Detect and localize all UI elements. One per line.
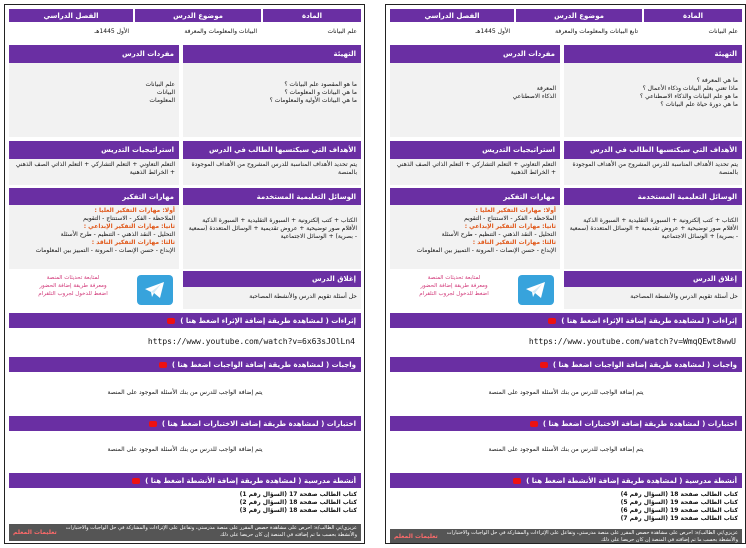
- youtube-icon: [540, 362, 548, 368]
- tools-text: الكتاب + كتب إلكترونية + السبورة التقليدية + السبورة الذكية الأقلام صور توضيحية + عروض تقديمية + الوسائل المتعددة (سمعية - بصرية) + الوسائل الاجتماعية: [564, 205, 742, 269]
- thinking-line: التحليل - النقد الذهني - التنظيم - طرح الأسئلة: [441, 231, 556, 238]
- tests-text: يتم إضافة الواجب للدرس من بنك الأسئلة الموجود على المنصة: [9, 432, 361, 470]
- telegram-box[interactable]: [9, 271, 179, 309]
- intro-line: ما هي البيانات الأولية والمعلومات ؟: [269, 97, 357, 104]
- homework-header[interactable]: [390, 357, 742, 372]
- telegram-note-line: اضغط للدخول لجروب التلقرام: [38, 291, 108, 297]
- activity-line: كتاب الطالب صفحة 19 (السؤال رقم 7): [620, 515, 738, 522]
- term-header: الفصل الدراسي: [390, 9, 514, 22]
- telegram-note: [13, 274, 133, 298]
- vocabulary-body: [390, 63, 560, 137]
- page-gap: [369, 0, 383, 548]
- thinking-body: [390, 205, 560, 269]
- telegram-box[interactable]: [390, 271, 560, 309]
- term-value: الأول 1445هـ: [390, 24, 514, 38]
- thinking-line: ثانيا: مهارات التفكير الإبداعي :: [464, 223, 556, 230]
- activity-line: كتاب الطالب صفحة 18 (السؤال رقم 3): [239, 507, 357, 514]
- thinking-line: الإبداع - حسن الإنصات - المرونة - التمييز بين المعلومات: [35, 247, 175, 254]
- activities-title[interactable]: أنشطة مدرسية ( لمشاهدة طريقة إضافة الأنشطة اضغط هنا ): [145, 476, 356, 485]
- enrichment-header[interactable]: [9, 313, 361, 328]
- intro-body: [564, 63, 742, 137]
- tests-title[interactable]: اختبارات ( لمشاهدة طريقة إضافة الاختبارات اضغط هنا ): [161, 419, 356, 428]
- intro-line: ماذا تعني بعلم البيانات وذكاء الأعمال ؟: [642, 85, 738, 92]
- activities-body: [390, 489, 742, 529]
- telegram-note: [394, 274, 514, 298]
- goals-header: الأهداف التي سيكتسبها الطالب في الدرس: [183, 141, 361, 159]
- thinking-header: مهارات التفكير: [9, 188, 179, 205]
- teacher-instructions-text: عزيزي/تي الطالب/ة: احرص على مشاهدة حصص المقرر على منصة مدرستي، وتفاعل على الإثراءات والمشاركة في حل الواجبات والاختبارات والأنشطة بحسب ما تم إضافته في المنصة إن كان حريصا على ذلك: [65, 525, 357, 538]
- tests-header[interactable]: [9, 416, 361, 431]
- subject-header: المادة: [644, 9, 742, 22]
- teacher-instructions-title: تعليمات المعلم: [13, 529, 57, 536]
- enrichment-url[interactable]: https://www.youtube.com/watch?v=6x63sJOlLn4: [147, 336, 355, 346]
- goals-text: يتم تحديد الأهداف المناسبة للدرس المشروح من الأهداف الموجودة بالمنصة: [564, 159, 742, 185]
- thinking-line: أولا: مهارات التفكير العليا :: [475, 207, 556, 214]
- strategies-text: التعلم التعاوني + التعلم التشاركي + التعلم الذاتي الصف الذهني + الخرائط الذهنية: [9, 159, 179, 185]
- youtube-icon: [159, 362, 167, 368]
- intro-line: ما هي المعرفة ؟: [696, 77, 738, 84]
- term-header: الفصل الدراسي: [9, 9, 133, 22]
- activity-line: كتاب الطالب صفحة 18 (السؤال رقم 4): [620, 491, 738, 498]
- thinking-line: الملاحظة - الفكر - الاستنتاج - التقويم: [83, 215, 175, 222]
- activity-line: كتاب الطالب صفحة 17 (السؤال رقم 1): [239, 491, 357, 498]
- telegram-note-line: لمتابعة تحديثات المنصة: [46, 275, 100, 281]
- tests-text: يتم إضافة الواجب للدرس من بنك الأسئلة الموجود على المنصة: [390, 432, 742, 470]
- tools-header: الوسائل التعليمية المستخدمة: [564, 188, 742, 205]
- closing-text: حل أسئلة تقويم الدرس والأنشطة المصاحبة: [564, 287, 742, 309]
- activity-line: كتاب الطالب صفحة 18 (السؤال رقم 2): [239, 499, 357, 506]
- enrichment-url[interactable]: https://www.youtube.com/watch?v=WmqQEwt8wwU: [528, 336, 736, 346]
- intro-line: ما هي دورة حياة علم البيانات ؟: [660, 101, 738, 108]
- intro-line: ما هو علم البيانات والذكاء الاصطناعي ؟: [640, 93, 738, 100]
- activity-line: كتاب الطالب صفحة 19 (السؤال رقم 6): [620, 507, 738, 514]
- telegram-icon[interactable]: [137, 275, 173, 305]
- vocabulary-line: علم البيانات: [145, 81, 175, 88]
- activities-header[interactable]: [9, 473, 361, 488]
- homework-text: يتم إضافة الواجب للدرس من بنك الأسئلة الموجود على المنصة: [9, 373, 361, 413]
- thinking-line: التحليل - النقد الذهني - التنظيم - طرح الأسئلة: [60, 231, 175, 238]
- activities-title[interactable]: أنشطة مدرسية ( لمشاهدة طريقة إضافة الأنشطة اضغط هنا ): [526, 476, 737, 485]
- activities-body: [9, 489, 361, 523]
- enrichment-header[interactable]: [390, 313, 742, 328]
- teacher-instructions-text: عزيزي/تي الطالب/ة: احرص على مشاهدة حصص المقرر على منصة مدرستي، وتفاعل على الإثراءات والمشاركة في حل الواجبات والاختبارات والأنشطة بحسب ما تم إضافته في المنصة إن كان حريصا على ذلك: [446, 530, 738, 543]
- telegram-note-line: ومعرفة طريقة إضافة الحضور: [420, 283, 488, 289]
- homework-text: يتم إضافة الواجب للدرس من بنك الأسئلة الموجود على المنصة: [390, 373, 742, 413]
- activities-header[interactable]: [390, 473, 742, 488]
- youtube-icon: [149, 421, 157, 427]
- teacher-instructions: [9, 524, 361, 541]
- telegram-note-line: ومعرفة طريقة إضافة الحضور: [39, 283, 107, 289]
- teacher-instructions: [390, 529, 742, 543]
- thinking-header: مهارات التفكير: [390, 188, 560, 205]
- vocabulary-header: مفردات الدرس: [9, 45, 179, 63]
- thinking-line: الإبداع - حسن الإنصات - المرونة - التمييز بين المعلومات: [416, 247, 556, 254]
- youtube-icon: [167, 318, 175, 324]
- thinking-line: أولا: مهارات التفكير العليا :: [94, 207, 175, 214]
- intro-body: [183, 63, 361, 137]
- teacher-instructions-title: تعليمات المعلم: [394, 533, 438, 540]
- intro-line: ما هو المقصود علم البيانات ؟: [284, 81, 357, 88]
- telegram-icon[interactable]: [518, 275, 554, 305]
- enrichment-title[interactable]: إثراءات ( لمشاهدة طريقة إضافة الإثراء اضغط هنا ): [180, 316, 356, 325]
- youtube-icon: [513, 478, 521, 484]
- topic-value: تابع البيانات والمعلومات والمعرفة: [516, 24, 642, 38]
- vocabulary-line: المعلومات: [149, 97, 175, 104]
- subject-value: علم البيانات: [263, 24, 361, 38]
- vocabulary-line: البيانات: [156, 89, 175, 96]
- vocabulary-line: الذكاء الاصطناعي: [512, 93, 556, 100]
- tests-header[interactable]: [390, 416, 742, 431]
- thinking-line: ثالثا: مهارات التفكير الناقد :: [472, 239, 556, 246]
- youtube-icon: [548, 318, 556, 324]
- lesson-page-left: [4, 4, 365, 544]
- topic-header: موضوع الدرس: [135, 9, 261, 22]
- thinking-line: ثانيا: مهارات التفكير الإبداعي :: [83, 223, 175, 230]
- thinking-body: [9, 205, 179, 269]
- homework-title[interactable]: واجبات ( لمشاهدة طريقة إضافة الواجبات اضغط هنا ): [552, 360, 737, 369]
- strategies-text: التعلم التعاوني + التعلم التشاركي + التعلم الذاتي الصف الذهني + الخرائط الذهنية: [390, 159, 560, 185]
- vocabulary-line: المعرفة: [536, 85, 556, 92]
- tests-title[interactable]: اختبارات ( لمشاهدة طريقة إضافة الاختبارات اضغط هنا ): [542, 419, 737, 428]
- goals-text: يتم تحديد الأهداف المناسبة للدرس المشروح من الأهداف الموجودة بالمنصة: [183, 159, 361, 185]
- intro-header: التهيئة: [183, 45, 361, 63]
- youtube-icon: [530, 421, 538, 427]
- thinking-line: الملاحظة - الفكر - الاستنتاج - التقويم: [464, 215, 556, 222]
- closing-text: حل أسئلة تقويم الدرس والأنشطة المصاحبة: [183, 287, 361, 309]
- intro-line: ما هي البيانات و المعلومات ؟: [284, 89, 357, 96]
- intro-header: التهيئة: [564, 45, 742, 63]
- closing-header: إغلاق الدرس: [564, 271, 742, 287]
- enrichment-title[interactable]: إثراءات ( لمشاهدة طريقة إضافة الإثراء اضغط هنا ): [561, 316, 737, 325]
- telegram-note-line: اضغط للدخول لجروب التلقرام: [419, 291, 489, 297]
- strategies-header: استراتيجيات التدريس: [9, 141, 179, 159]
- thinking-line: ثالثا: مهارات التفكير الناقد :: [91, 239, 175, 246]
- homework-title[interactable]: واجبات ( لمشاهدة طريقة إضافة الواجبات اضغط هنا ): [171, 360, 356, 369]
- tools-text: الكتاب + كتب إلكترونية + السبورة التقليدية + السبورة الذكية الأقلام صور توضيحية + عروض تقديمية + الوسائل المتعددة (سمعية - بصرية) + الوسائل الاجتماعية: [183, 205, 361, 269]
- topic-value: البيانات والمعلومات والمعرفة: [135, 24, 261, 38]
- goals-header: الأهداف التي سيكتسبها الطالب في الدرس: [564, 141, 742, 159]
- term-value: الأول 1445هـ: [9, 24, 133, 38]
- youtube-icon: [132, 478, 140, 484]
- homework-header[interactable]: [9, 357, 361, 372]
- activity-line: كتاب الطالب صفحة 19 (السؤال رقم 5): [620, 499, 738, 506]
- closing-header: إغلاق الدرس: [183, 271, 361, 287]
- vocabulary-body: [9, 63, 179, 137]
- topic-header: موضوع الدرس: [516, 9, 642, 22]
- tools-header: الوسائل التعليمية المستخدمة: [183, 188, 361, 205]
- lesson-page-right: [385, 4, 746, 544]
- subject-value: علم البيانات: [644, 24, 742, 38]
- subject-header: المادة: [263, 9, 361, 22]
- strategies-header: استراتيجيات التدريس: [390, 141, 560, 159]
- telegram-note-line: لمتابعة تحديثات المنصة: [427, 275, 481, 281]
- vocabulary-header: مفردات الدرس: [390, 45, 560, 63]
